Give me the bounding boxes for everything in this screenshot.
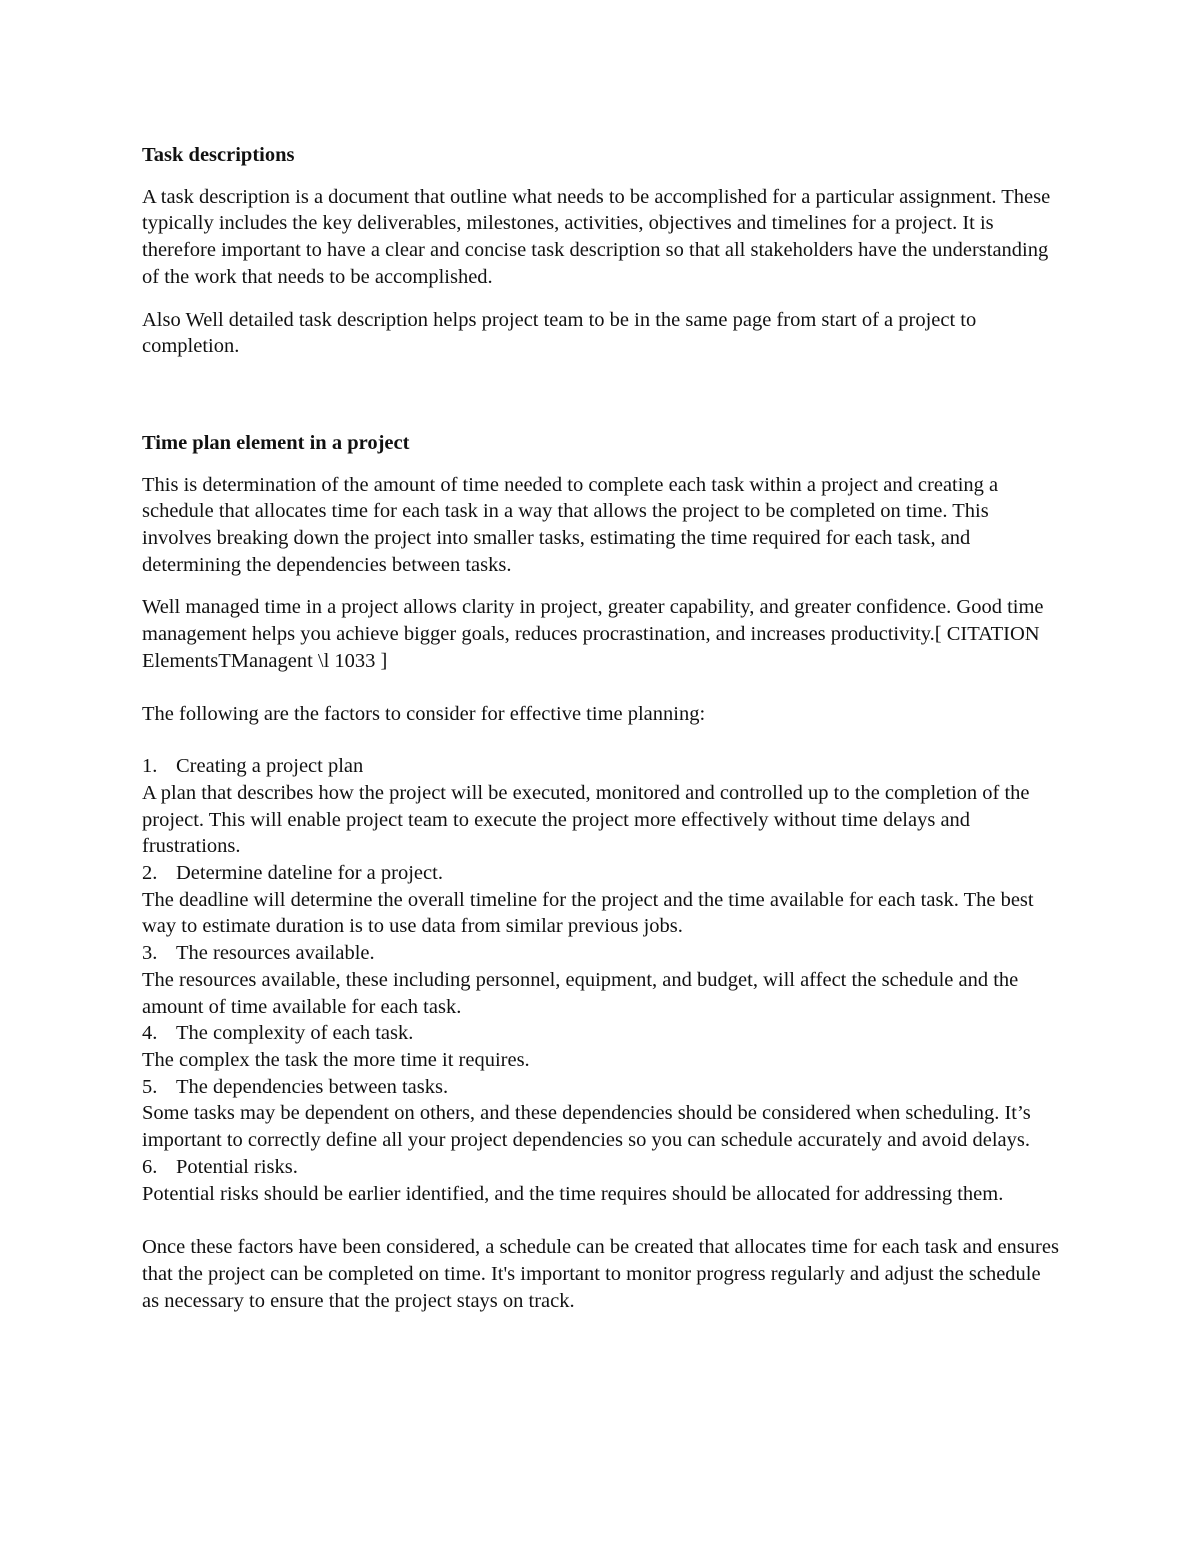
factors-intro: The following are the factors to consider for effective time planning: [142, 702, 706, 725]
section-spacer [142, 376, 1062, 430]
factor-number: 2. [142, 862, 158, 885]
factor-description: The complex the task the more time it requires. [142, 1048, 530, 1071]
factor-description: The deadline will determine the overall timeline for the project and the time available for each task. The best way to estimate duration is to use data from similar previous jobs. [142, 888, 1034, 938]
list-item [142, 1020, 1062, 1073]
factor-description: Potential risks should be earlier identified, and the time requires should be allocated for addressing them. [142, 1182, 1004, 1205]
factor-number: 3. [142, 942, 158, 965]
factor-title: 1. Creating a project plan [142, 753, 1062, 780]
task-paragraph-1: A task description is a document that outline what needs to be accomplished for a particular assignment. These typically includes the key deliverables, milestones, activities, objectives and timelines for a project. It is therefore important to have a clear and concise task description so that all stakeholders have the understanding of the work that needs to be accomplished. [142, 185, 1051, 288]
list-item [142, 1154, 1062, 1207]
time-paragraph-2: Well managed time in a project allows clarity in project, greater capability, and greater confidence. Good time management helps you achieve bigger goals, reduces procrastination, and increases productivity.[ CITATION ElementsTManagent \l 1033 ] [142, 596, 1044, 672]
factors-list [142, 753, 1062, 1207]
factor-number: 1. [142, 755, 158, 778]
factor-description: Some tasks may be dependent on others, and these dependencies should be considered when scheduling. It’s important to correctly define all your project dependencies so you can schedule accurately and avoid delays. [142, 1102, 1031, 1152]
section-heading-task-descriptions: Task descriptions [142, 144, 295, 166]
closing-paragraph: Once these factors have been considered, a schedule can be created that allocates time for each task and ensures that the project can be completed on time. It's important to monitor progress regularly and adjust the schedule as necessary to ensure that the project stays on track. [142, 1236, 1059, 1312]
list-item [142, 753, 1062, 860]
section-heading-time-plan: Time plan element in a project [142, 431, 410, 454]
factor-title: 4. The complexity of each task. [142, 1020, 1062, 1047]
factor-title: 3. The resources available. [142, 940, 1062, 967]
factor-title: 6. Potential risks. [142, 1154, 1062, 1181]
factor-number: 5. [142, 1075, 158, 1098]
list-item [142, 1074, 1062, 1154]
document-page [142, 142, 1062, 1330]
factor-number: 4. [142, 1022, 158, 1045]
task-paragraph-2: Also Well detailed task description helps project team to be in the same page from start of a project to completion. [142, 308, 977, 358]
factor-number: 6. [142, 1155, 158, 1178]
list-item [142, 860, 1062, 940]
factor-title: 5. The dependencies between tasks. [142, 1074, 1062, 1101]
time-paragraph-1: This is determination of the amount of time needed to complete each task within a project and creating a schedule that allocates time for each task in a way that allows the project to be completed on time. This involves breaking down the project into smaller tasks, estimating the time required for each task, and determining the dependencies between tasks. [142, 473, 999, 576]
factor-title: 2. Determine dateline for a project. [142, 860, 1062, 887]
list-item [142, 940, 1062, 1020]
factor-description: The resources available, these including personnel, equipment, and budget, will affect the schedule and the amount of time available for each task. [142, 968, 1019, 1018]
factor-description: A plan that describes how the project will be executed, monitored and controlled up to the completion of the project. This will enable project team to execute the project more effectively without time delays and frustrations. [142, 781, 1030, 858]
